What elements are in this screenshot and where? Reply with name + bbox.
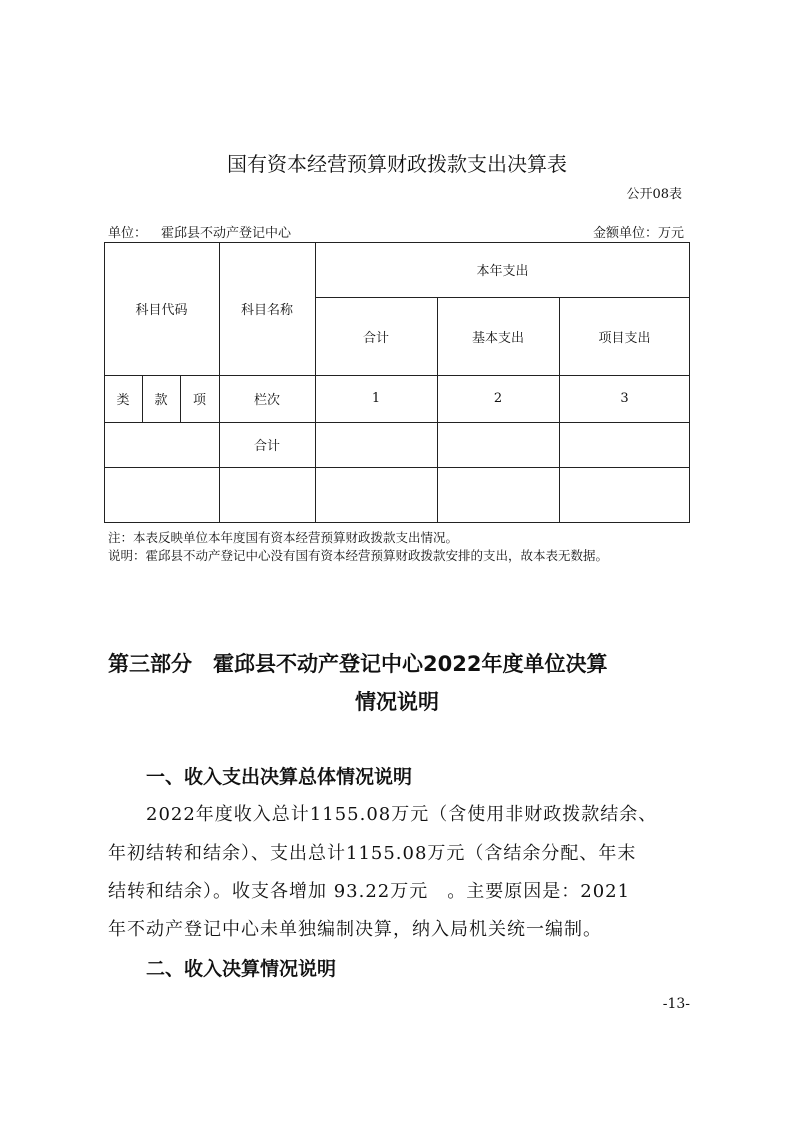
heading-overall: 一、收入支出决算总体情况说明	[146, 766, 413, 788]
section-title: 第三部分 霍邱县不动产登记中心2022年度单位决算	[108, 652, 608, 676]
sum-row-label: 合计	[253, 439, 280, 454]
paragraph-line-3: 结转和结余）。收支各增加 93.22万元 。主要原因是：2021	[108, 881, 631, 902]
unit-label	[108, 222, 291, 241]
header-class: 类	[116, 393, 130, 408]
page-number: -13-	[662, 996, 690, 1012]
table-title: 国有资本经营预算财政拨款支出决算表	[227, 152, 567, 176]
header-section: 款	[154, 393, 168, 408]
table-note: 注：本表反映单位本年度国有资本经营预算财政拨款支出情况。	[108, 530, 459, 545]
column-index-3: 3	[620, 391, 629, 406]
table-line-h4	[104, 467, 690, 468]
header-total: 合计	[362, 330, 389, 346]
expenditure-table	[104, 242, 690, 523]
header-subject-name: 科目名称	[240, 303, 293, 318]
header-subject-code: 科目代码	[135, 303, 188, 318]
section-title-line2: 情况说明	[355, 690, 439, 714]
header-column-no: 栏次	[253, 393, 280, 408]
column-index-2: 2	[493, 391, 503, 406]
paragraph-line-1: 2022年度收入总计1155.08万元（含使用非财政拨款结余、	[146, 804, 658, 825]
paragraph-line-2: 年初结转和结余）、支出总计1155.08万元（含结余分配、年末	[108, 843, 637, 864]
unit-name: 霍邱县不动产登记中心	[161, 226, 292, 241]
table-border-bottom	[104, 522, 690, 523]
table-line-h3	[104, 422, 690, 423]
header-project: 项目支出	[598, 330, 651, 346]
header-item: 项	[192, 393, 206, 408]
header-basic: 基本支出	[471, 330, 524, 346]
paragraph-line-4: 年不动产登记中心未单独编制决算，纳入局机关统一编制。	[108, 919, 602, 940]
table-explanation: 说明：霍邱县不动产登记中心没有国有资本经营预算财政拨款安排的支出，故本表无数据。	[108, 548, 609, 563]
amount-unit: 金额单位：万元	[592, 226, 684, 241]
column-index-1: 1	[371, 391, 381, 406]
form-code: 公开08表	[626, 187, 682, 202]
header-current-year: 本年支出	[476, 264, 529, 279]
heading-income: 二、收入决算情况说明	[146, 958, 337, 980]
unit-label-prefix: 单位：	[108, 226, 148, 241]
